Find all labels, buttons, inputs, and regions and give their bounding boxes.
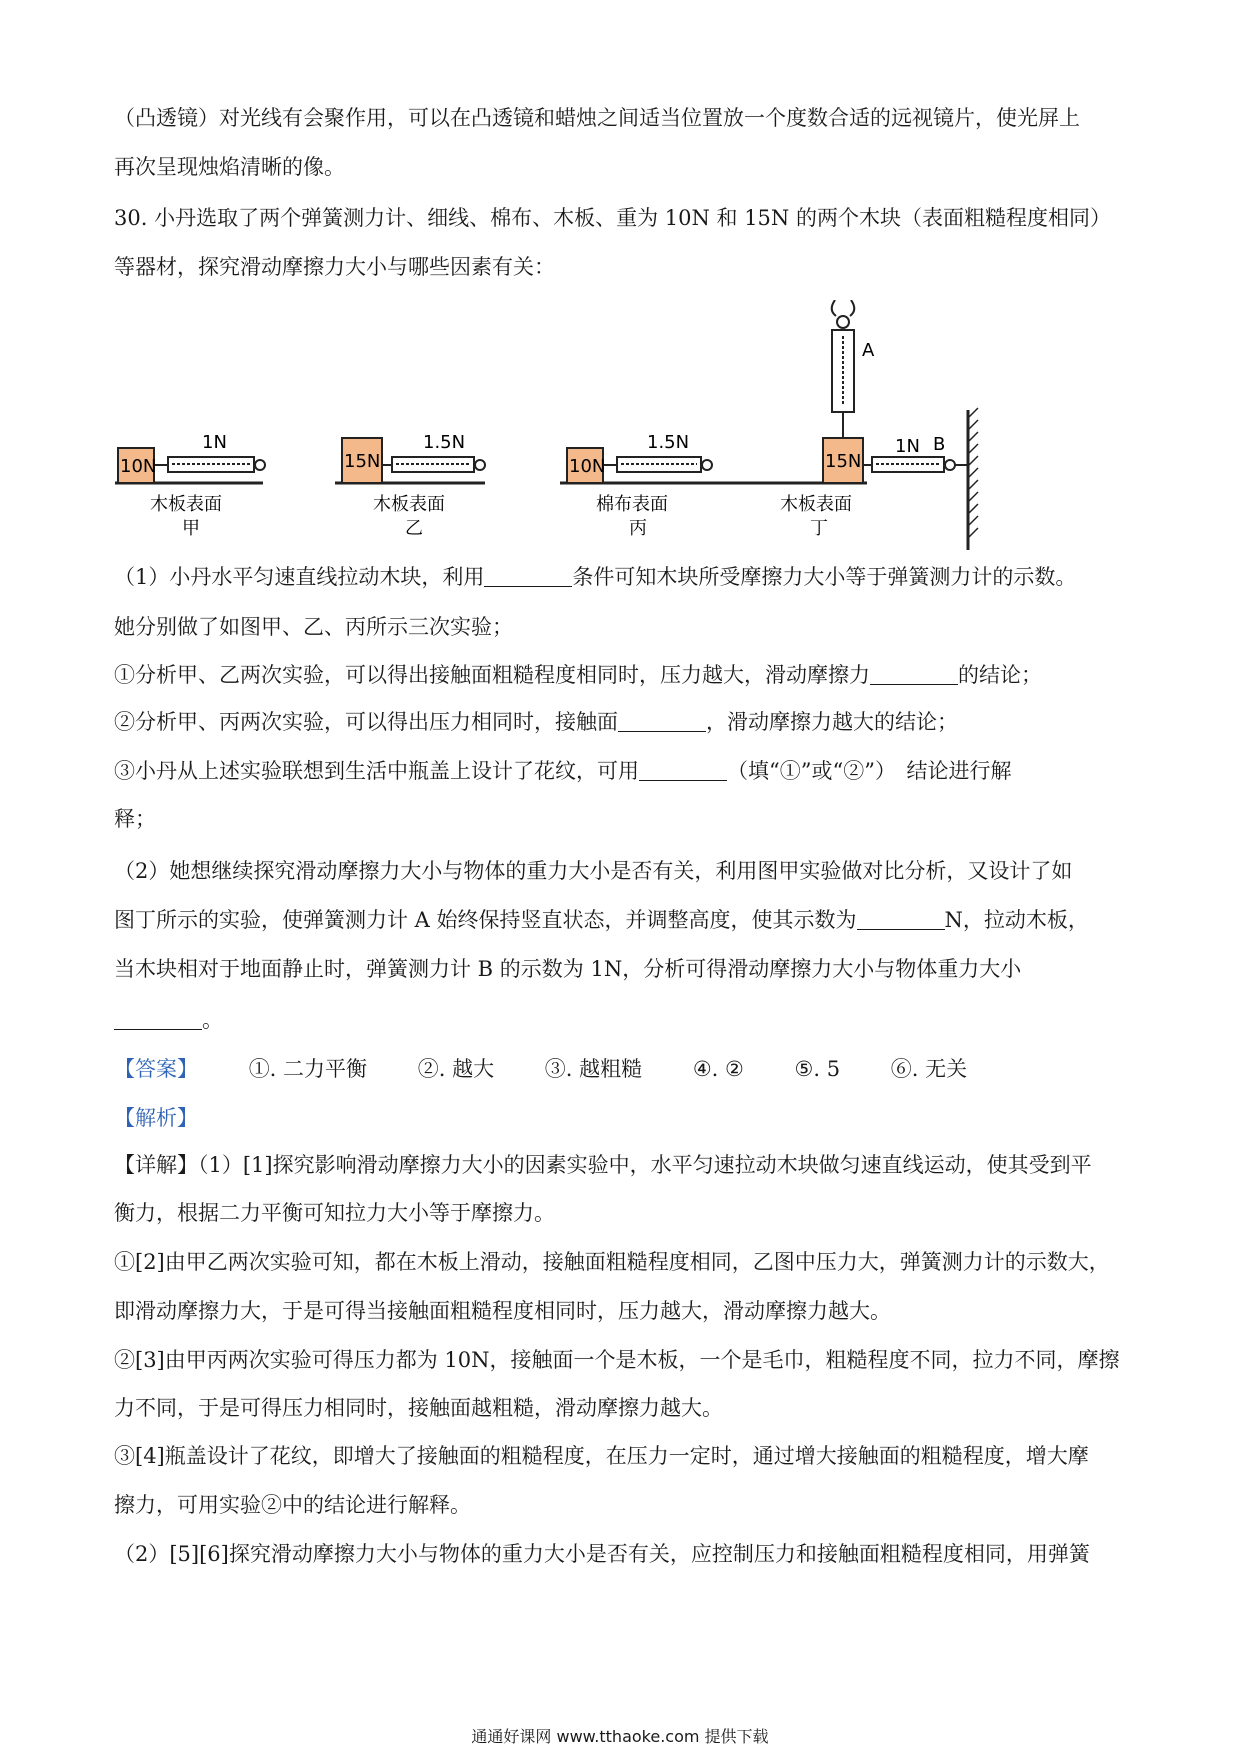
- question-1-2: ②分析甲、丙两次实验，可以得出压力相同时，接触面 ，滑动摩擦力越大的结论；: [114, 710, 958, 734]
- answer-blank-2[interactable]: [870, 664, 958, 685]
- answer-item: ④. ②: [692, 1057, 744, 1081]
- meter-b-label: B: [933, 434, 946, 455]
- answer-label: 【答案】: [114, 1057, 198, 1081]
- question-1-1: ①分析甲、乙两次实验，可以得出接触面粗糙程度相同时，压力越大，滑动摩擦力 的结论；: [114, 663, 1042, 687]
- answer-item: ①. 二力平衡: [248, 1057, 368, 1081]
- question-1-line-1: （1）小丹水平匀速直线拉动木块，利用 条件可知木块所受摩擦力大小等于弹簧测力计的示数。: [114, 565, 1077, 589]
- surface-bing: 棉布表面: [596, 494, 668, 515]
- analysis-line-5: ②[3]由甲丙两次实验可得压力都为 10N，接触面一个是木板，一个是毛巾，粗糙程度不同，拉力不同，摩擦: [114, 1348, 1120, 1372]
- answer-row: [114, 1054, 967, 1084]
- label-ding: 丁: [810, 518, 828, 539]
- question-1-3-cont: 释；: [114, 807, 156, 831]
- question-2-line-2: 图丁所示的实验，使弹簧测力计 A 始终保持竖直状态，并调整高度，使其示数为 N，拉动木板，: [114, 908, 1089, 932]
- line-p2: 再次呈现烛焰清晰的像。: [114, 155, 345, 179]
- force-yi: 1.5N: [423, 432, 466, 453]
- surface-jia: 木板表面: [150, 494, 222, 515]
- analysis-line-1: 【详解】（1）[1]探究影响滑动摩擦力大小的因素实验中，水平匀速拉动木块做匀速直线运动，使其受到平: [114, 1153, 1092, 1177]
- analysis-line-2: 衡力，根据二力平衡可知拉力大小等于摩擦力。: [114, 1201, 555, 1225]
- block-weight-jia: 10N: [120, 456, 157, 477]
- question-2-line-1: （2）她想继续探究滑动摩擦力大小与物体的重力大小是否有关，利用图甲实验做对比分析，又设计了如: [114, 859, 1073, 883]
- answer-item: ⑥. 无关: [890, 1057, 968, 1081]
- surface-yi: 木板表面: [373, 494, 445, 515]
- analysis-line-7: ③[4]瓶盖设计了花纹，即增大了接触面的粗糙程度，在压力一定时，通过增大接触面的粗糙程度，增大摩: [114, 1444, 1089, 1468]
- answer-item: ③. 越粗糙: [544, 1057, 643, 1081]
- meter-a-label: A: [862, 340, 875, 361]
- answer-blank-4[interactable]: [639, 760, 727, 781]
- analysis-line-9: （2）[5][6]探究滑动摩擦力大小与物体的重力大小是否有关，应控制压力和接触面粗糙程度相同，用弹簧: [114, 1542, 1090, 1566]
- question-1-3: ③小丹从上述实验联想到生活中瓶盖上设计了花纹，可用 （填“①”或“②”） 结论进行解: [114, 759, 1012, 783]
- force-bing: 1.5N: [647, 432, 690, 453]
- answer-item: ⑤. 5: [794, 1057, 841, 1081]
- question-1-line-2: 她分别做了如图甲、乙、丙所示三次实验；: [114, 615, 513, 639]
- experiment-figure: [110, 300, 990, 550]
- question-2-line-3: 当木块相对于地面静止时，弹簧测力计 B 的示数为 1N，分析可得滑动摩擦力大小与物体重力大小: [114, 957, 1022, 981]
- analysis-label: 【解析】: [114, 1106, 198, 1130]
- answer-blank-1[interactable]: [484, 566, 572, 587]
- block-weight-ding: 15N: [825, 451, 862, 472]
- force-jia: 1N: [202, 432, 227, 453]
- block-weight-yi: 15N: [344, 451, 381, 472]
- answer-blank-3[interactable]: [618, 711, 706, 732]
- question-2-line-4: 。: [114, 1005, 223, 1035]
- answer-blank-6[interactable]: [114, 1009, 202, 1030]
- answer-item: ②. 越大: [417, 1057, 495, 1081]
- force-ding: 1N: [895, 436, 920, 457]
- analysis-line-8: 擦力，可用实验②中的结论进行解释。: [114, 1493, 471, 1517]
- label-yi: 乙: [405, 518, 423, 539]
- footer-text: 通通好课网 www.tthaoke.com 提供下载: [471, 1727, 769, 1746]
- surface-ding: 木板表面: [780, 494, 852, 515]
- question-intro-2: 等器材，探究滑动摩擦力大小与哪些因素有关：: [114, 255, 555, 279]
- label-jia: 甲: [182, 518, 200, 539]
- label-bing: 丙: [629, 518, 647, 539]
- spring-meter-jia: [168, 457, 254, 472]
- analysis-line-4: 即滑动摩擦力大，于是可得当接触面粗糙程度相同时，压力越大，滑动摩擦力越大。: [114, 1299, 891, 1323]
- block-weight-bing: 10N: [569, 456, 606, 477]
- analysis-line-3: ①[2]由甲乙两次实验可知，都在木板上滑动，接触面粗糙程度相同，乙图中压力大，弹簧测力计的示数大，: [114, 1250, 1110, 1274]
- question-intro-1: 30. 小丹选取了两个弹簧测力计、细线、棉布、木板、重为 10N 和 15N 的两个木块（表面粗糙程度相同）: [114, 206, 1111, 230]
- analysis-line-6: 力不同，于是可得压力相同时，接触面越粗糙，滑动摩擦力越大。: [114, 1396, 723, 1420]
- answer-blank-5[interactable]: [857, 909, 945, 930]
- line-p1: （凸透镜）对光线有会聚作用，可以在凸透镜和蜡烛之间适当位置放一个度数合适的远视镜片，使光屏上: [114, 106, 1080, 130]
